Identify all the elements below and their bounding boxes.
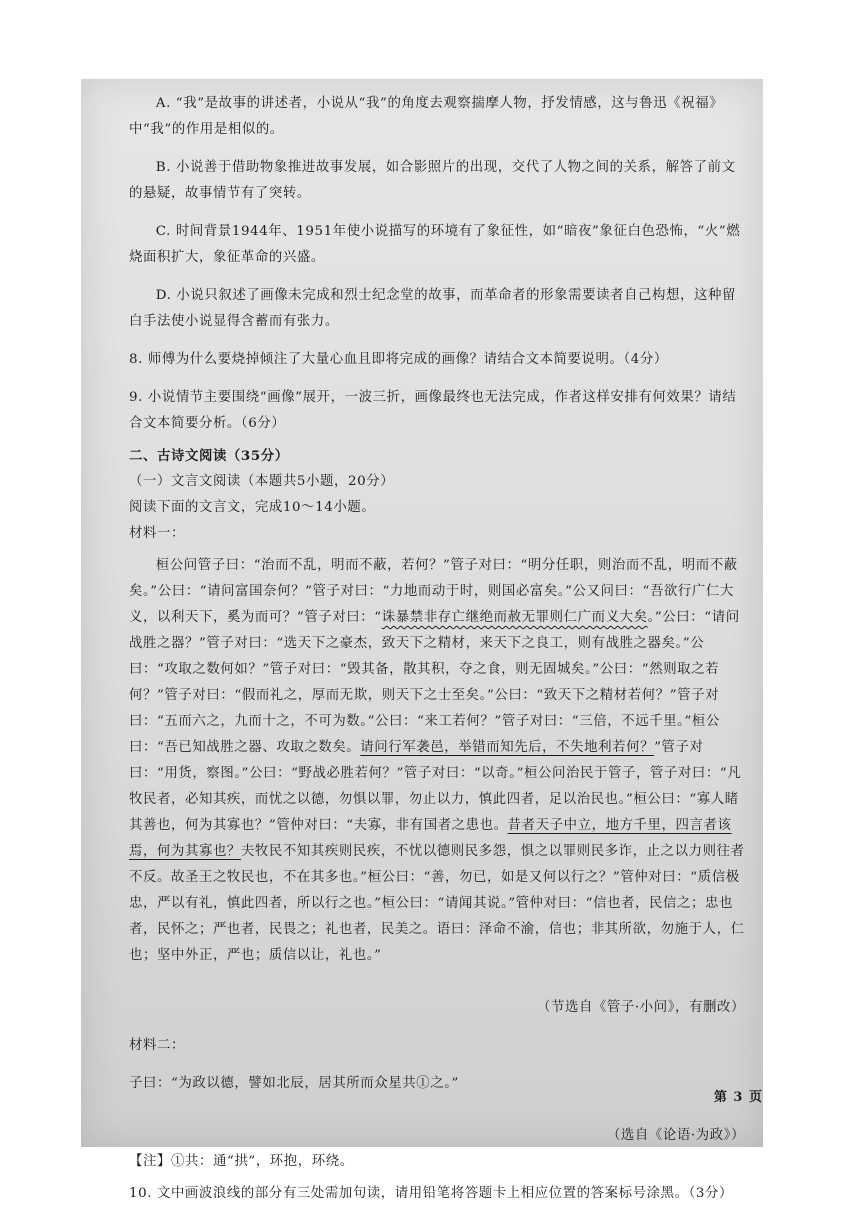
annotation-note: 【注】①共：通“拱”，环抱，环绕。 (129, 1154, 354, 1169)
material-one-label: 材料一： (129, 526, 185, 541)
material-two-label: 材料二： (129, 1038, 185, 1053)
option-d: D. 小说只叙述了画像未完成和烈士纪念堂的故事，而革命者的形象需要读者自己构想，这种留白手法使小说显得含蓄而有张力。 (129, 288, 736, 329)
wavy-underlined-sentence: 诛暴禁非存亡继绝而赦无罪则仁广而义大矣 (381, 610, 648, 625)
underlined-sentence: 请问行军袭邑，举错而知先后，不失地利若何？ (360, 740, 655, 755)
subsection-heading: （一）文言文阅读（本题共5小题，20分） (129, 474, 395, 489)
classical-passage (129, 553, 745, 969)
underlined-sentence: 昔者天子中立，地方千里，四言者该焉，何为其寡也？ (129, 818, 732, 859)
passage-text: ”管子对曰：“用货，察图。”公曰：“野战必胜若何？”管子对曰：“以奇。”桓公问治民于管子，管子对曰：“凡牧民者，必知其疾，而忧之以德，勿惧以罪，勿止以力，慎此四者，足以治民也。”桓公曰：“寡人睹其善也，何为其寡也？”管仲对曰：“夫寡，非有国者之患也。 (129, 740, 742, 833)
analects-source: （选自《论语·为政》） (606, 1128, 745, 1143)
document-photo (81, 79, 763, 1201)
question-10: 10. 文中画波浪线的部分有三处需加句读，请用铅笔将答题卡上相应位置的答案标号涂黑。（3分） (129, 1186, 733, 1201)
reading-instruction: 阅读下面的文言文，完成10～14小题。 (129, 500, 376, 515)
question-8: 8. 师傅为什么要烧掉倾注了大量心血且即将完成的画像？请结合文本简要说明。（4分） (129, 352, 668, 367)
source-citation: （节选自《管子·小问》，有删改） (536, 1000, 745, 1015)
exam-page (99, 79, 763, 1201)
question-9: 9. 小说情节主要围绕“画像”展开，一波三折，画像最终也无法完成，作者这样安排有何效果？请结合文本简要分析。（6分） (129, 390, 737, 431)
option-c: C. 时间背景1944年、1951年使小说描写的环境有了象征性，如“暗夜”象征白色恐怖，“火”燃烧面积扩大，象征革命的兴盛。 (129, 224, 741, 265)
passage-text: 。”公曰：“请问战胜之器？”管子对曰：“选天下之豪杰，致天下之精材，来天下之良工，则有战胜之器矣。”公曰：“攻取之数何如？”管子对曰：“毁其备，散其积，夺之食，则无固城矣。”公曰：“然则取之若何？”管子对曰：“假而礼之，厚而无欺，则天下之士至矣。”公曰：“致天下之精材若何？”管子对曰：“五而六之，九而十之，不可为数。”公曰：“来工若何？”管子对曰：“三倍，不远千里。”桓公曰：“吾已知战胜之器、攻取之数矣。 (129, 610, 740, 755)
option-b: B. 小说善于借助物象推进故事发展，如合影照片的出现，交代了人物之间的关系，解答了前文的悬疑，故事情节有了突转。 (129, 160, 736, 201)
page-number: 第 3 页 (713, 1090, 763, 1105)
passage-text: 桓公问管子曰：“治而不乱，明而不蔽，若何？”管子对曰：“明分任职，则治而不乱，明而不蔽矣。”公曰：“请问富国奈何？”管子对曰：“力地而动于时，则国必富矣。”公又问曰：“吾欲行广仁大义，以利天下，奚为而可？”管子对曰：“ (129, 558, 738, 625)
analects-quote: 子曰：“为政以德，譬如北辰，居其所而众星共①之。” (129, 1076, 459, 1091)
option-a: A. “我”是故事的讲述者，小说从“我”的角度去观察揣摩人物，抒发情感，这与鲁迅《祝福》中“我”的作用是相似的。 (129, 96, 724, 137)
section-heading: 二、古诗文阅读（35分） (129, 448, 289, 464)
passage-text: 夫牧民不知其疾则民疾，不忧以德则民多怨，惧之以罪则民多诈，止之以力则往者不反。故圣王之牧民也，不在其多也。”桓公曰：“善，勿已，如是又何以行之？”管仲对曰：“质信极忠，严以有礼，慎此四者，所以行之也。”桓公曰：“请闻其说。”管仲对曰：“信也者，民信之；忠也者，民怀之；严也者，民畏之；礼也者，民美之。语曰：泽命不渝，信也；非其所欲，勿施于人，仁也；坚中外正，严也；质信以让，礼也。” (129, 844, 745, 963)
